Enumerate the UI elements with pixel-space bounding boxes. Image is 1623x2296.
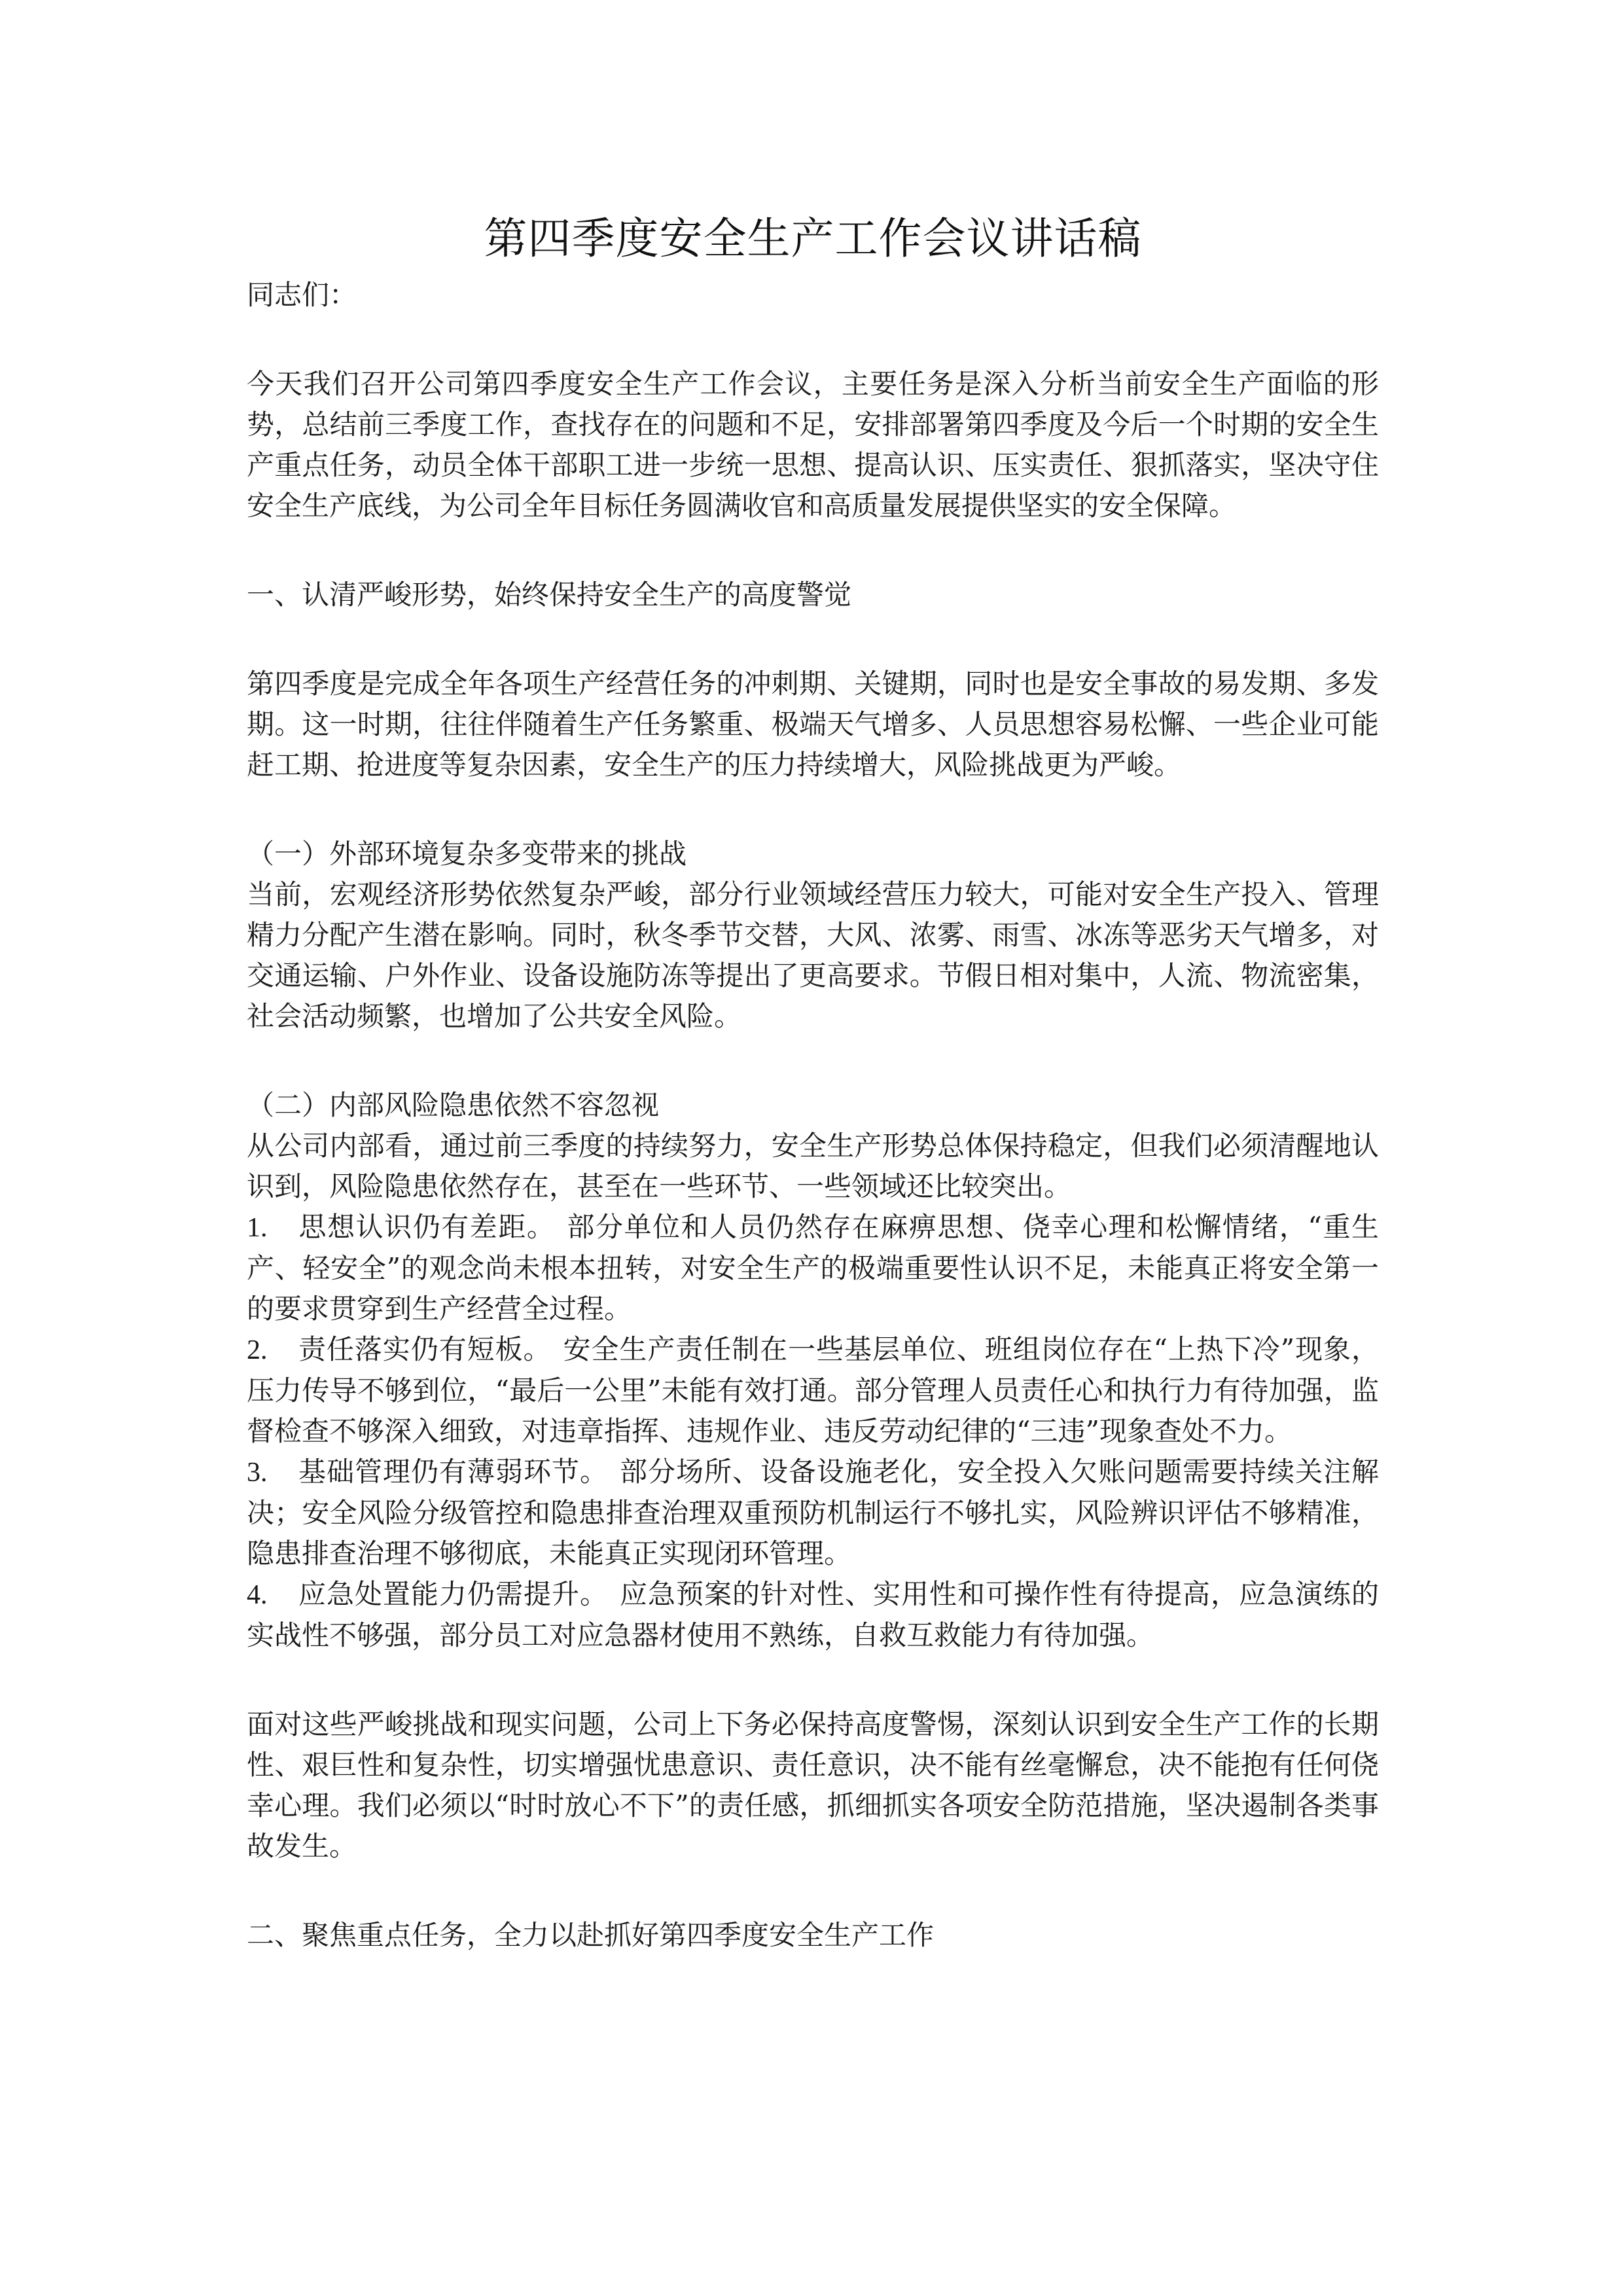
list-text: 部分单位和人员仍然存在麻痹思想、侥幸心理和松懈情绪，“重生产、轻安全”的观念尚未根本扭转，对安全生产的极端重要性认识不足，未能真正将安全第一的要求贯穿到生产经营全过程。	[247, 1211, 1379, 1325]
list-number: 4.	[247, 1580, 268, 1610]
list-number: 2.	[247, 1335, 268, 1365]
subsection-1-paragraph: 当前，宏观经济形势依然复杂严峻，部分行业领域经营压力较大，可能对安全生产投入、管理精力分配产生潜在影响。同时，秋冬季节交替，大风、浓雾、雨雪、冰冻等恶劣天气增多，对交通运输、户外作业、设备设施防冻等提出了更高要求。节假日相对集中，人流、物流密集，社会活动频繁，也增加了公共安全风险。	[247, 878, 1379, 1032]
document-title: 第四季度安全生产工作会议讲话稿	[484, 213, 1142, 264]
list-number: 1.	[247, 1213, 268, 1243]
list-item	[247, 1452, 1379, 1574]
list-text: 部分场所、设备设施老化，安全投入欠账问题需要持续关注解决；安全风险分级管控和隐患排查治理双重预防机制运行不够扎实，风险辨识评估不够精准，隐患排查治理不够彻底，未能真正实现闭环管理。	[247, 1456, 1379, 1570]
list-lead: 思想认识仍有差距。	[298, 1211, 556, 1243]
closing-paragraph: 面对这些严峻挑战和现实问题，公司上下务必保持高度警惕，深刻认识到安全生产工作的长期性、艰巨性和复杂性，切实增强忧患意识、责任意识，决不能有丝毫懈怠，决不能抱有任何侥幸心理。我们必须以“时时放心不下”的责任感，抓细抓实各项安全防范措施，坚决遏制各类事故发生。	[247, 1708, 1379, 1862]
list-lead: 基础管理仍有薄弱环节。	[298, 1456, 608, 1488]
subsection-2-heading: （二）内部风险隐患依然不容忽视	[247, 1089, 660, 1121]
list-item	[247, 1574, 1379, 1656]
subsection-2-paragraph: 从公司内部看，通过前三季度的持续努力，安全生产形势总体保持稳定，但我们必须清醒地认识到，风险隐患依然存在，甚至在一些环节、一些领域还比较突出。	[247, 1130, 1379, 1202]
document-page	[247, 203, 1379, 1956]
greeting: 同志们：	[247, 279, 357, 311]
section-2-heading: 二、聚焦重点任务，全力以赴抓好第四季度安全生产工作	[247, 1919, 935, 1951]
list-lead: 应急处置能力仍需提升。	[298, 1578, 608, 1610]
list-text: 安全生产责任制在一些基层单位、班组岗位存在“上热下冷”现象，压力传导不够到位，“最后一公里”未能有效打通。部分管理人员责任心和执行力有待加强，监督检查不够深入细致，对违章指挥、违规作业、违反劳动纪律的“三违”现象查处不力。	[247, 1333, 1379, 1447]
section-1-heading: 一、认清严峻形势，始终保持安全生产的高度警觉	[247, 579, 852, 611]
subsection-1-heading: （一）外部环境复杂多变带来的挑战	[247, 838, 687, 870]
list-item	[247, 1207, 1379, 1329]
section-1-paragraph: 第四季度是完成全年各项生产经营任务的冲刺期、关键期，同时也是安全事故的易发期、多发期。这一时期，往往伴随着生产任务繁重、极端天气增多、人员思想容易松懈、一些企业可能赶工期、抢进度等复杂因素，安全生产的压力持续增大，风险挑战更为严峻。	[247, 668, 1379, 781]
list-text: 应急预案的针对性、实用性和可操作性有待提高，应急演练的实战性不够强，部分员工对应急器材使用不熟练，自救互救能力有待加强。	[247, 1578, 1379, 1651]
list-lead: 责任落实仍有短板。	[298, 1333, 552, 1365]
intro-paragraph: 今天我们召开公司第四季度安全生产工作会议，主要任务是深入分析当前安全生产面临的形势，总结前三季度工作，查找存在的问题和不足，安排部署第四季度及今后一个时期的安全生产重点任务，动员全体干部职工进一步统一思想、提高认识、压实责任、狠抓落实，坚决守住安全生产底线，为公司全年目标任务圆满收官和高质量发展提供坚实的安全保障。	[247, 368, 1379, 522]
list-item	[247, 1329, 1379, 1452]
list-number: 3.	[247, 1458, 268, 1488]
